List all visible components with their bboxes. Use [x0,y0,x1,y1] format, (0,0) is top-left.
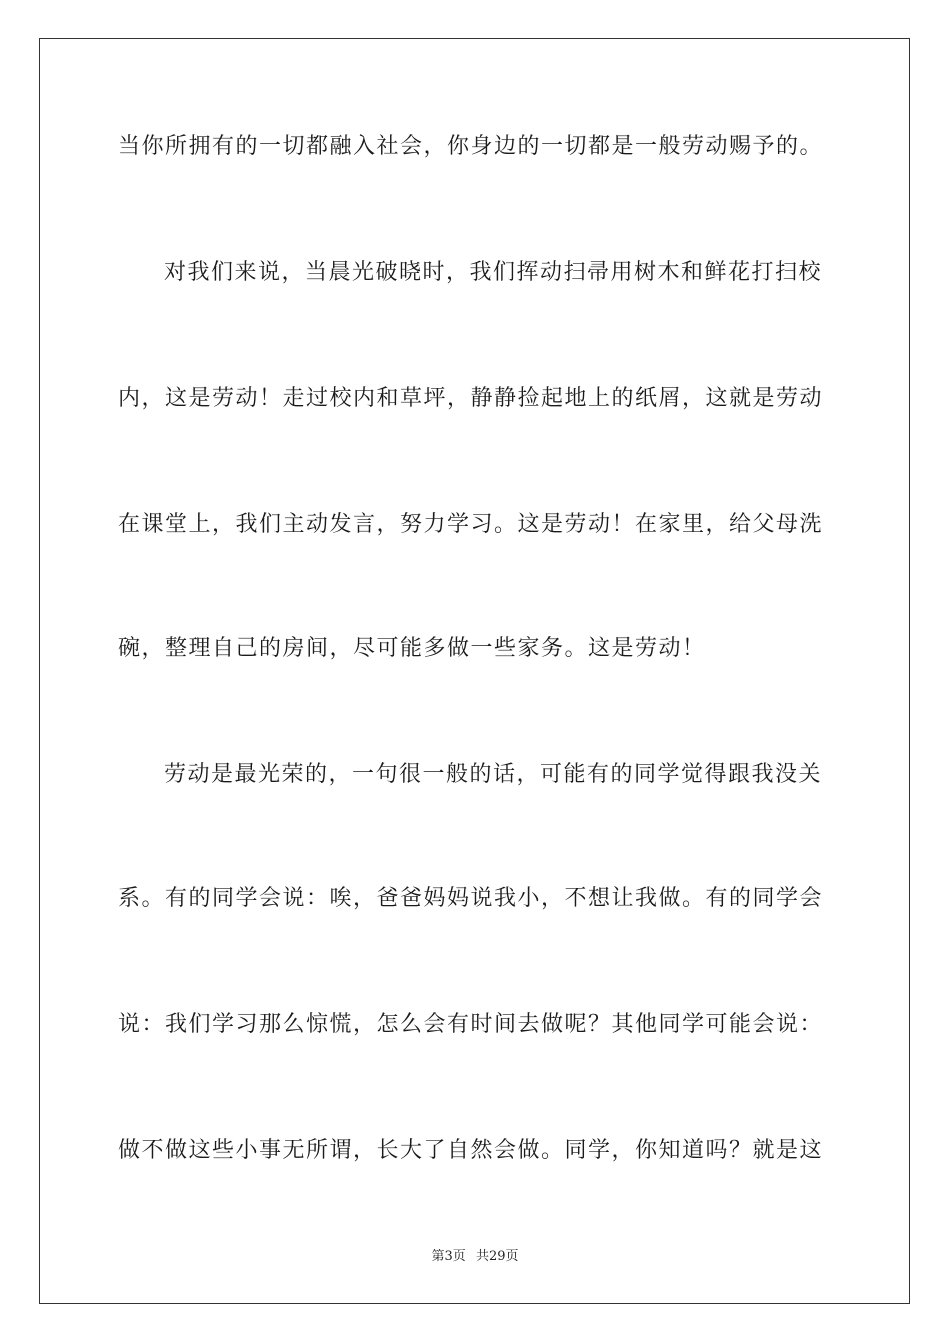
page-number: 第3页 [431,1249,466,1264]
text-line-3: 内，这是劳动！走过校内和草坪，静静捡起地上的纸屑，这就是劳动 [118,386,824,411]
total-pages: 共29页 [475,1249,519,1264]
text-line-9: 做不做这些小事无所谓，长大了自然会做。同学，你知道吗？就是这 [118,1138,824,1163]
text-line-5: 碗，整理自己的房间，尽可能多做一些家务。这是劳动！ [118,636,706,661]
page-footer [0,1248,950,1266]
text-line-4: 在课堂上，我们主动发言，努力学习。这是劳动！在家里，给父母洗 [118,512,824,537]
page-border [39,38,910,1304]
text-line-1: 当你所拥有的一切都融入社会，你身边的一切都是一般劳动赐予的。 [118,134,824,159]
text-line-8: 说：我们学习那么惊慌，怎么会有时间去做呢？其他同学可能会说： [118,1012,824,1037]
text-line-2: 对我们来说，当晨光破晓时，我们挥动扫帚用树木和鲜花打扫校 [164,260,823,285]
text-line-6: 劳动是最光荣的，一句很一般的话，可能有的同学觉得跟我没关 [164,762,823,787]
text-line-7: 系。有的同学会说：唉，爸爸妈妈说我小，不想让我做。有的同学会 [118,886,824,911]
